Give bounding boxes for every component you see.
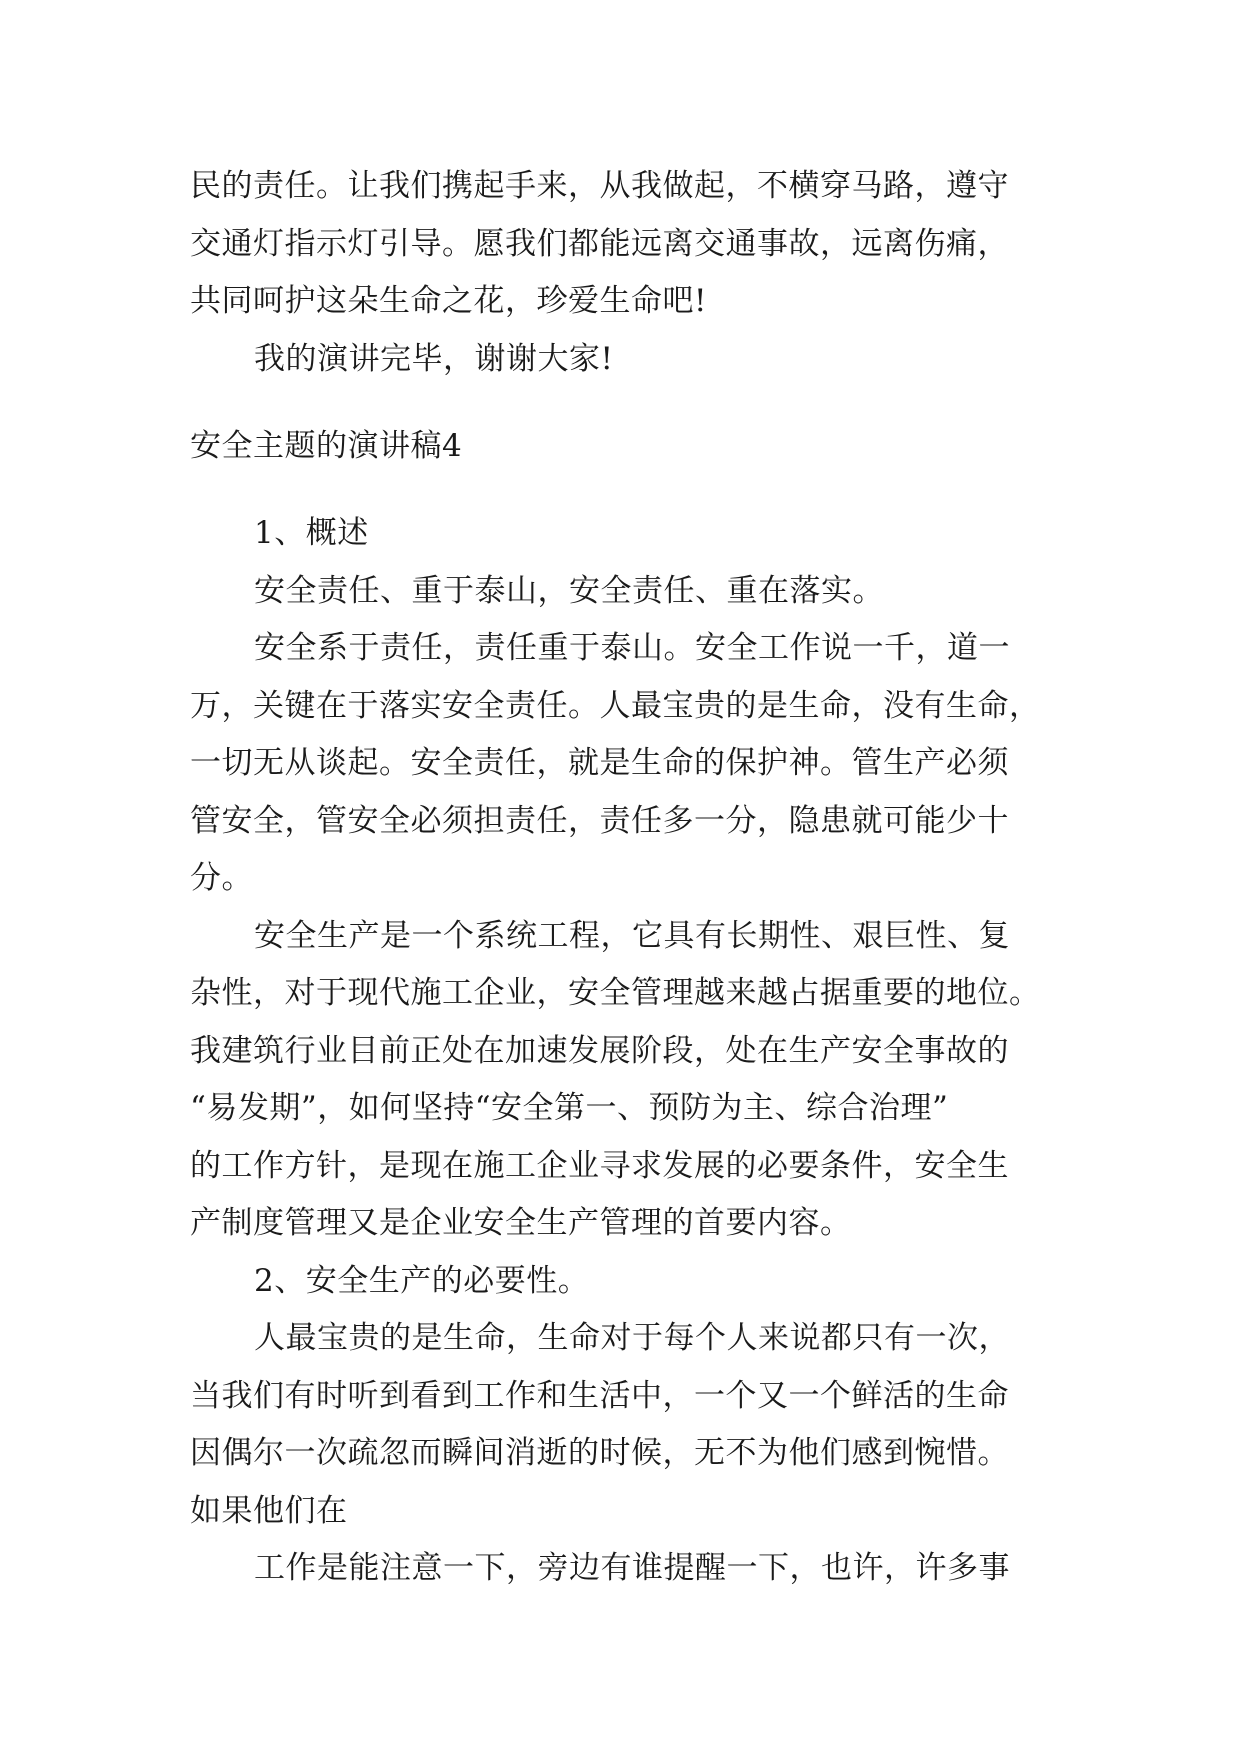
paragraph-line: 的工作方针，是现在施工企业寻求发展的必要条件，安全生 xyxy=(190,1147,1009,1184)
paragraph-line: 人最宝贵的是生命，生命对于每个人来说都只有一次， xyxy=(254,1320,1010,1356)
paragraph-line: 产制度管理又是企业安全生产管理的首要内容。 xyxy=(190,1205,852,1241)
paragraph-line: 交通灯指示灯引导。愿我们都能远离交通事故，远离伤痛， xyxy=(190,225,1009,262)
subsection-heading: 1、概述 xyxy=(254,515,369,551)
paragraph-line: 安全系于责任，责任重于泰山。安全工作说一千，道一 xyxy=(254,630,1010,666)
paragraph-line: 我的演讲完毕，谢谢大家! xyxy=(254,340,614,377)
paragraph-line: 我建筑行业目前正处在加速发展阶段，处在生产安全事故的 xyxy=(190,1032,1009,1069)
paragraph-line: 一切无从谈起。安全责任，就是生命的保护神。管生产必须 xyxy=(190,745,1009,781)
paragraph-line: 因偶尔一次疏忽而瞬间消逝的时候，无不为他们感到惋惜。 xyxy=(190,1435,1009,1471)
paragraph-line: 如果他们在 xyxy=(190,1492,348,1529)
paragraph-line: 管安全，管安全必须担责任，责任多一分，隐患就可能少十 xyxy=(190,802,1009,839)
paragraph-line: 杂性，对于现代施工企业，安全管理越来越占据重要的地位。 xyxy=(190,975,1041,1011)
paragraph-line: 分。 xyxy=(190,860,253,896)
paragraph-line: 当我们有时听到看到工作和生活中，一个又一个鲜活的生命 xyxy=(190,1377,1009,1414)
document-body xyxy=(190,158,1050,1598)
paragraph-line: 万，关键在于落实安全责任。人最宝贵的是生命，没有生命， xyxy=(190,687,1041,724)
paragraph-line: 民的责任。让我们携起手来，从我做起，不横穿马路，遵守 xyxy=(190,168,1009,204)
paragraph-line: 共同呵护这朵生命之花，珍爱生命吧! xyxy=(190,283,707,319)
paragraph-line: 工作是能注意一下，旁边有谁提醒一下，也许，许多事 xyxy=(254,1550,1010,1586)
paragraph-line: 安全责任、重于泰山，安全责任、重在落实。 xyxy=(254,572,884,609)
paragraph-line: 安全生产是一个系统工程，它具有长期性、艰巨性、复 xyxy=(254,917,1010,954)
section-title: 安全主题的演讲稿4 xyxy=(190,428,463,464)
subsection-heading: 2、安全生产的必要性。 xyxy=(254,1262,590,1299)
paragraph-line: “易发期”，如何坚持“安全第一、预防为主、综合治理” xyxy=(190,1090,949,1126)
